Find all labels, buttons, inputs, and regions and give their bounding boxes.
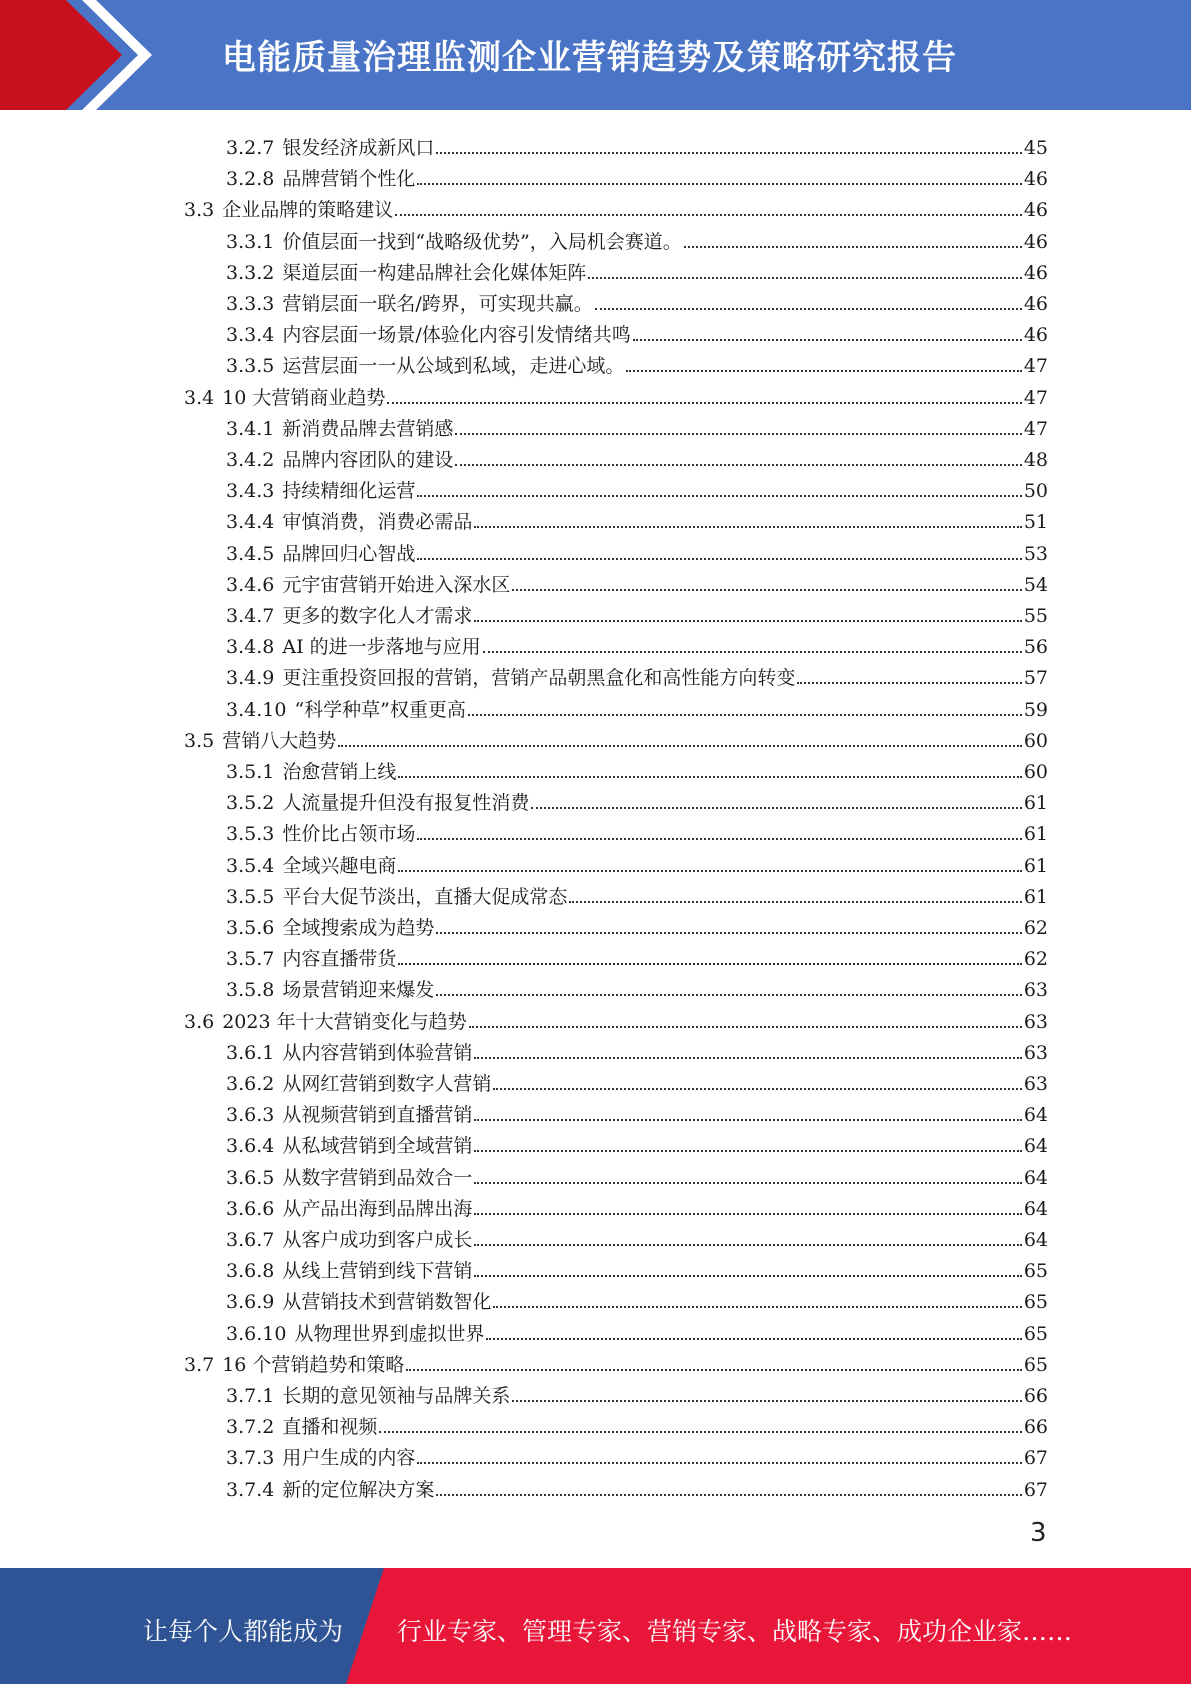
toc-entry[interactable]	[226, 1220, 1048, 1251]
toc-entry-number: 3.4.10	[226, 698, 287, 721]
toc-entry-number: 3.5.7	[226, 948, 275, 971]
toc-entry[interactable]	[184, 1345, 1048, 1376]
toc-dot-leader	[387, 402, 1021, 404]
toc-entry[interactable]	[226, 1407, 1048, 1438]
toc-entry-page: 46	[1023, 199, 1048, 222]
toc-entry[interactable]	[226, 1314, 1048, 1345]
toc-entry-title	[226, 231, 682, 253]
toc-entry-label: 内容层面一场景/体验化内容引发情绪共鸣	[282, 324, 631, 347]
toc-dot-leader	[474, 1119, 1021, 1121]
toc-entry-label: 性价比占领市场	[282, 823, 416, 846]
toc-entry-title	[226, 667, 795, 689]
toc-entry-label: 品牌内容团队的建设	[282, 449, 454, 471]
toc-entry-number: 3.5.3	[226, 823, 275, 846]
toc-entry-title	[226, 1323, 484, 1345]
toc-dot-leader	[493, 1088, 1021, 1090]
toc-entry-number: 3.6.6	[226, 1197, 275, 1220]
toc-entry-label: 品牌回归心智战	[282, 542, 416, 565]
toc-entry-label: 从客户成功到客户成长	[282, 1229, 473, 1251]
toc-entry[interactable]	[226, 846, 1048, 877]
page-number: 3	[1030, 1518, 1047, 1548]
toc-entry-label: 10 大营销商业趋势	[222, 386, 386, 409]
footer-roles: 行业专家、管理专家、营销专家、战略专家、成功企业家……	[397, 1617, 1073, 1646]
toc-entry-number: 3.6.3	[226, 1104, 275, 1127]
toc-entry[interactable]	[226, 315, 1048, 346]
toc-entry-label: “科学种草”权重更高	[294, 698, 466, 721]
toc-entry-label: 16 个营销趋势和策略	[222, 1353, 405, 1376]
toc-entry-number: 3.4.9	[226, 667, 275, 690]
toc-dot-leader	[474, 620, 1021, 622]
toc-dot-leader	[398, 870, 1021, 872]
toc-entry-page: 62	[1023, 917, 1048, 939]
toc-entry[interactable]	[226, 752, 1048, 783]
toc-entry-number: 3.2.7	[226, 137, 275, 159]
toc-entry[interactable]	[226, 939, 1048, 970]
toc-entry-title	[226, 1135, 472, 1157]
toc-entry-title	[226, 574, 510, 596]
toc-entry-page: 63	[1023, 1010, 1048, 1033]
toc-entry[interactable]	[226, 1033, 1048, 1064]
toc-dot-leader	[436, 932, 1021, 934]
toc-entry[interactable]	[226, 1251, 1048, 1282]
toc-dot-leader	[468, 714, 1022, 716]
toc-dot-leader	[474, 1182, 1021, 1184]
toc-dot-leader	[338, 745, 1022, 747]
toc-entry-page: 56	[1023, 636, 1048, 659]
toc-dot-leader	[493, 1306, 1021, 1308]
toc-entry-label: 运营层面一一从公域到私域，走进心域。	[282, 355, 625, 378]
toc-entry-label: 营销层面一联名/跨界，可实现共赢。	[282, 293, 593, 315]
toc-dot-leader	[417, 838, 1021, 840]
toc-entry-number: 3.5	[184, 729, 215, 752]
toc-entry-number: 3.5.6	[226, 917, 275, 939]
toc-entry-number: 3.4.1	[226, 417, 275, 440]
toc-entry[interactable]	[226, 159, 1048, 190]
toc-entry-title	[184, 1011, 467, 1033]
toc-entry-title	[184, 730, 336, 752]
toc-entry[interactable]	[226, 627, 1048, 658]
toc-dot-leader	[595, 308, 1022, 310]
toc-entry-title	[226, 1229, 472, 1251]
toc-entry-number: 3.3.3	[226, 293, 275, 315]
toc-entry-number: 3.4.2	[226, 449, 275, 471]
toc-dot-leader	[588, 277, 1021, 279]
toc-dot-leader	[474, 1150, 1021, 1152]
toc-entry-title	[226, 137, 434, 159]
toc-entry-page: 64	[1023, 1166, 1048, 1189]
toc-entry-label: 全域兴趣电商	[282, 854, 397, 877]
toc-entry-number: 3.7.3	[226, 1447, 275, 1470]
toc-entry-label: 从产品出海到品牌出海	[282, 1197, 473, 1220]
toc-entry-number: 3.5.1	[226, 761, 275, 783]
toc-entry-number: 3.5.8	[226, 979, 275, 1002]
toc-entry-title	[226, 543, 415, 565]
toc-entry[interactable]	[226, 534, 1048, 565]
toc-entry-label: 场景营销迎来爆发	[282, 979, 435, 1002]
toc-entry-number: 3.5.2	[226, 792, 275, 815]
toc-entry-title	[184, 1354, 404, 1376]
toc-entry-page: 61	[1023, 792, 1048, 815]
header-bar	[0, 0, 1191, 110]
toc-entry-label: 长期的意见领袖与品牌关系	[282, 1385, 511, 1407]
toc-dot-leader	[417, 1462, 1021, 1464]
toc-entry-title	[226, 418, 453, 440]
toc-entry-number: 3.5.4	[226, 854, 275, 877]
toc-dot-leader	[379, 1431, 1021, 1433]
toc-entry-page: 46	[1023, 261, 1048, 284]
toc-dot-leader	[398, 963, 1021, 965]
toc-entry-label: 2023 年十大营销变化与趋势	[222, 1010, 467, 1033]
toc-entry-page: 47	[1023, 355, 1048, 378]
toc-entry-title	[184, 387, 385, 409]
toc-entry[interactable]	[226, 877, 1048, 908]
toc-entry-title	[226, 1198, 472, 1220]
toc-entry-number: 3.7.4	[226, 1478, 275, 1501]
toc-entry-page: 50	[1023, 480, 1048, 503]
toc-entry-page: 61	[1023, 823, 1048, 846]
toc-entry-page: 63	[1023, 1073, 1048, 1095]
toc-entry[interactable]	[184, 378, 1048, 409]
toc-entry-page: 54	[1023, 573, 1048, 596]
toc-entry-label: 从网红营销到数字人营销	[282, 1073, 492, 1095]
toc-entry[interactable]	[226, 1282, 1048, 1313]
toc-entry-page: 47	[1023, 386, 1048, 409]
toc-entry-page: 65	[1023, 1291, 1048, 1314]
toc-entry-page: 64	[1023, 1135, 1048, 1158]
toc-entry[interactable]	[226, 1438, 1048, 1469]
toc-entry-title	[226, 699, 466, 721]
toc-entry[interactable]	[226, 1158, 1048, 1189]
toc-entry-page: 46	[1023, 293, 1048, 315]
toc-entry-title	[226, 324, 631, 346]
document-title: 电能质量治理监测企业营销趋势及策略研究报告	[222, 38, 957, 78]
toc-entry-label: 新消费品牌去营销感	[282, 417, 454, 440]
toc-entry-number: 3.6.2	[226, 1073, 275, 1095]
toc-entry-label: 从私域营销到全域营销	[282, 1135, 473, 1158]
toc-dot-leader	[417, 183, 1021, 185]
toc-entry-number: 3.5.5	[226, 885, 275, 908]
toc-entry-title	[226, 1479, 434, 1501]
toc-entry-number: 3.4.8	[226, 636, 275, 659]
toc-entry-label: 从线上营销到线下营销	[282, 1260, 473, 1283]
toc-dot-leader	[797, 682, 1021, 684]
toc-entry-title	[226, 1167, 472, 1189]
toc-dot-leader	[455, 464, 1021, 466]
toc-entry-page: 57	[1023, 667, 1048, 690]
toc-entry[interactable]	[226, 596, 1048, 627]
toc-entry-title	[226, 1447, 415, 1469]
toc-entry[interactable]	[226, 690, 1048, 721]
toc-entry-number: 3.3.1	[226, 230, 275, 253]
toc-entry-title	[226, 1385, 510, 1407]
toc-entry-title	[226, 355, 624, 377]
toc-entry-page: 46	[1023, 168, 1048, 191]
toc-entry-number: 3.7.2	[226, 1416, 275, 1439]
toc-entry-number: 3.6.5	[226, 1166, 275, 1189]
toc-entry-number: 3.6	[184, 1010, 215, 1033]
toc-entry-label: 从营销技术到营销数智化	[282, 1291, 492, 1314]
toc-entry-title	[226, 1104, 472, 1126]
toc-entry-page: 65	[1023, 1322, 1048, 1345]
toc-entry-number: 3.3	[184, 199, 215, 222]
toc-entry-page: 48	[1023, 449, 1048, 471]
header-arrow-icon	[0, 0, 160, 110]
toc-entry-number: 3.4.3	[226, 480, 275, 503]
toc-dot-leader	[474, 526, 1021, 528]
toc-entry-title	[226, 449, 453, 471]
toc-entry[interactable]	[226, 128, 1048, 159]
toc-entry[interactable]	[226, 565, 1048, 596]
toc-entry-number: 3.7	[184, 1353, 215, 1376]
toc-entry-title	[226, 948, 396, 970]
toc-entry-label: 企业品牌的策略建议	[222, 199, 394, 222]
toc-dot-leader	[474, 1057, 1021, 1059]
toc-entry-label: 从数字营销到品效合一	[282, 1166, 473, 1189]
toc-entry-title	[226, 761, 396, 783]
toc-entry[interactable]	[226, 1376, 1048, 1407]
toc-entry[interactable]	[226, 471, 1048, 502]
toc-entry-label: 直播和视频	[282, 1416, 378, 1439]
toc-entry-title	[226, 1416, 377, 1438]
toc-entry-label: 从视频营销到直播营销	[282, 1104, 473, 1127]
toc-dot-leader	[512, 589, 1021, 591]
toc-entry-number: 3.6.7	[226, 1229, 275, 1251]
toc-entry-number: 3.6.4	[226, 1135, 275, 1158]
toc-dot-leader	[455, 433, 1021, 435]
toc-entry[interactable]	[226, 1189, 1048, 1220]
toc-entry[interactable]	[226, 222, 1048, 253]
toc-entry-label: 全域搜索成为趋势	[282, 917, 435, 939]
toc-entry-number: 3.6.9	[226, 1291, 275, 1314]
toc-entry-label: 内容直播带货	[282, 948, 397, 971]
toc-entry-page: 67	[1023, 1478, 1048, 1501]
toc-dot-leader	[569, 901, 1021, 903]
toc-entry-title	[226, 511, 472, 533]
toc-entry[interactable]	[184, 1002, 1048, 1033]
toc-entry-number: 3.3.2	[226, 261, 275, 284]
toc-entry[interactable]	[226, 284, 1048, 315]
toc-entry-label: 更注重投资回报的营销，营销产品朝黑盒化和高性能方向转变	[282, 667, 796, 690]
toc-entry-title	[226, 1260, 472, 1282]
toc-entry-number: 3.4.5	[226, 542, 275, 565]
toc-dot-leader	[486, 1338, 1021, 1340]
footer-slogan: 让每个人都能成为	[143, 1617, 344, 1646]
toc-dot-leader	[417, 558, 1021, 560]
toc-entry-label: 元宇宙营销开始进入深水区	[282, 573, 511, 596]
toc-entry-title	[226, 917, 434, 939]
toc-dot-leader	[531, 807, 1021, 809]
toc-entry-title	[226, 1073, 491, 1095]
toc-entry-label: 用户生成的内容	[282, 1447, 416, 1470]
toc-entry-page: 66	[1023, 1416, 1048, 1439]
toc-entry-title	[226, 1291, 491, 1313]
toc-entry-title	[226, 480, 415, 502]
toc-entry-page: 46	[1023, 230, 1048, 253]
toc-entry-page: 55	[1023, 605, 1048, 627]
toc-entry-page: 51	[1023, 511, 1048, 534]
toc-entry-title	[226, 823, 415, 845]
toc-entry-page: 64	[1023, 1229, 1048, 1251]
toc-entry-page: 66	[1023, 1385, 1048, 1407]
toc-entry-number: 3.4.6	[226, 573, 275, 596]
toc-entry-page: 53	[1023, 542, 1048, 565]
toc-entry[interactable]	[226, 814, 1048, 845]
toc-entry-title	[226, 636, 481, 658]
toc-entry[interactable]	[184, 721, 1048, 752]
toc-entry-page: 60	[1023, 729, 1048, 752]
toc-entry-page: 60	[1023, 761, 1048, 783]
toc-entry[interactable]	[226, 1064, 1048, 1095]
toc-entry-page: 62	[1023, 948, 1048, 971]
toc-entry-label: 银发经济成新风口	[282, 137, 435, 159]
toc-entry-page: 61	[1023, 854, 1048, 877]
toc-entry-label: 从物理世界到虚拟世界	[294, 1322, 485, 1345]
toc-dot-leader	[406, 1369, 1021, 1371]
toc-entry-number: 3.3.4	[226, 324, 275, 347]
toc-entry-label: 平台大促节淡出，直播大促成常态	[282, 885, 568, 908]
toc-entry[interactable]	[226, 970, 1048, 1001]
toc-dot-leader	[436, 152, 1021, 154]
toc-entry-number: 3.4.7	[226, 605, 275, 627]
toc-entry-number: 3.6.1	[226, 1041, 275, 1064]
toc-entry-title	[226, 605, 472, 627]
toc-dot-leader	[633, 339, 1022, 341]
toc-entry-page: 63	[1023, 979, 1048, 1002]
toc-entry[interactable]	[226, 440, 1048, 471]
toc-entry-label: 品牌营销个性化	[282, 168, 416, 191]
toc-entry-label: 渠道层面一构建品牌社会化媒体矩阵	[282, 261, 587, 284]
toc-entry-number: 3.3.5	[226, 355, 275, 378]
toc-entry[interactable]	[226, 502, 1048, 533]
toc-entry-page: 45	[1023, 137, 1048, 159]
toc-entry-title	[226, 792, 529, 814]
toc-entry-page: 59	[1023, 698, 1048, 721]
toc-entry-page: 65	[1023, 1260, 1048, 1283]
toc-entry-title	[226, 979, 434, 1001]
toc-entry-label: AI 的进一步落地与应用	[282, 636, 481, 659]
toc-entry-title	[184, 199, 393, 221]
toc-dot-leader	[436, 994, 1021, 996]
toc-dot-leader	[469, 1026, 1022, 1028]
toc-entry-title	[226, 262, 586, 284]
toc-dot-leader	[474, 1213, 1021, 1215]
toc-dot-leader	[398, 776, 1021, 778]
toc-entry[interactable]	[226, 346, 1048, 377]
toc-entry-title	[226, 886, 567, 908]
toc-dot-leader	[436, 1494, 1021, 1496]
toc-entry-label: 审慎消费，消费必需品	[282, 511, 473, 534]
toc-entry-number: 3.6.10	[226, 1322, 287, 1345]
toc-entry[interactable]	[226, 409, 1048, 440]
toc-entry-page: 67	[1023, 1447, 1048, 1470]
toc-entry-label: 从内容营销到体验营销	[282, 1041, 473, 1064]
toc-dot-leader	[417, 495, 1021, 497]
toc-dot-leader	[395, 214, 1022, 216]
toc-entry[interactable]	[226, 658, 1048, 689]
toc-entry-label: 新的定位解决方案	[282, 1478, 435, 1501]
toc-entry[interactable]	[226, 253, 1048, 284]
toc-dot-leader	[483, 651, 1022, 653]
toc-entry-label: 治愈营销上线	[282, 761, 397, 783]
toc-dot-leader	[684, 246, 1022, 248]
toc-dot-leader	[474, 1244, 1021, 1246]
toc-entry-label: 持续精细化运营	[282, 480, 416, 503]
toc-entry-title	[226, 168, 415, 190]
toc-entry-label: 营销八大趋势	[222, 729, 337, 752]
toc-entry-number: 3.7.1	[226, 1385, 275, 1407]
toc-entry-title	[226, 293, 593, 315]
toc-entry[interactable]	[226, 1126, 1048, 1157]
toc-entry-number: 3.2.8	[226, 168, 275, 191]
toc-entry-number: 3.4	[184, 386, 215, 409]
toc-entry-page: 65	[1023, 1353, 1048, 1376]
toc-entry[interactable]	[226, 783, 1048, 814]
toc-entry-page: 64	[1023, 1104, 1048, 1127]
toc-entry-page: 63	[1023, 1041, 1048, 1064]
toc-entry-number: 3.6.8	[226, 1260, 275, 1283]
toc-dot-leader	[474, 1275, 1021, 1277]
toc-entry-title	[226, 1042, 472, 1064]
toc-entry-label: 更多的数字化人才需求	[282, 605, 473, 627]
toc-entry-page: 64	[1023, 1197, 1048, 1220]
toc-entry-page: 46	[1023, 324, 1048, 347]
toc-entry-title	[226, 855, 396, 877]
toc-entry[interactable]	[226, 1470, 1048, 1501]
footer-banner	[0, 1568, 1191, 1684]
toc-entry-number: 3.4.4	[226, 511, 275, 534]
toc-entry[interactable]	[226, 908, 1048, 939]
toc-dot-leader	[512, 1400, 1021, 1402]
toc-entry-page: 61	[1023, 885, 1048, 908]
toc-entry[interactable]	[226, 1095, 1048, 1126]
toc-entry-label: 价值层面一找到“战略级优势”，入局机会赛道。	[282, 230, 682, 253]
toc-entry[interactable]	[184, 190, 1048, 221]
toc-entry-label: 人流量提升但没有报复性消费	[282, 792, 530, 815]
toc-entry-page: 47	[1023, 417, 1048, 440]
toc-dot-leader	[626, 370, 1021, 372]
